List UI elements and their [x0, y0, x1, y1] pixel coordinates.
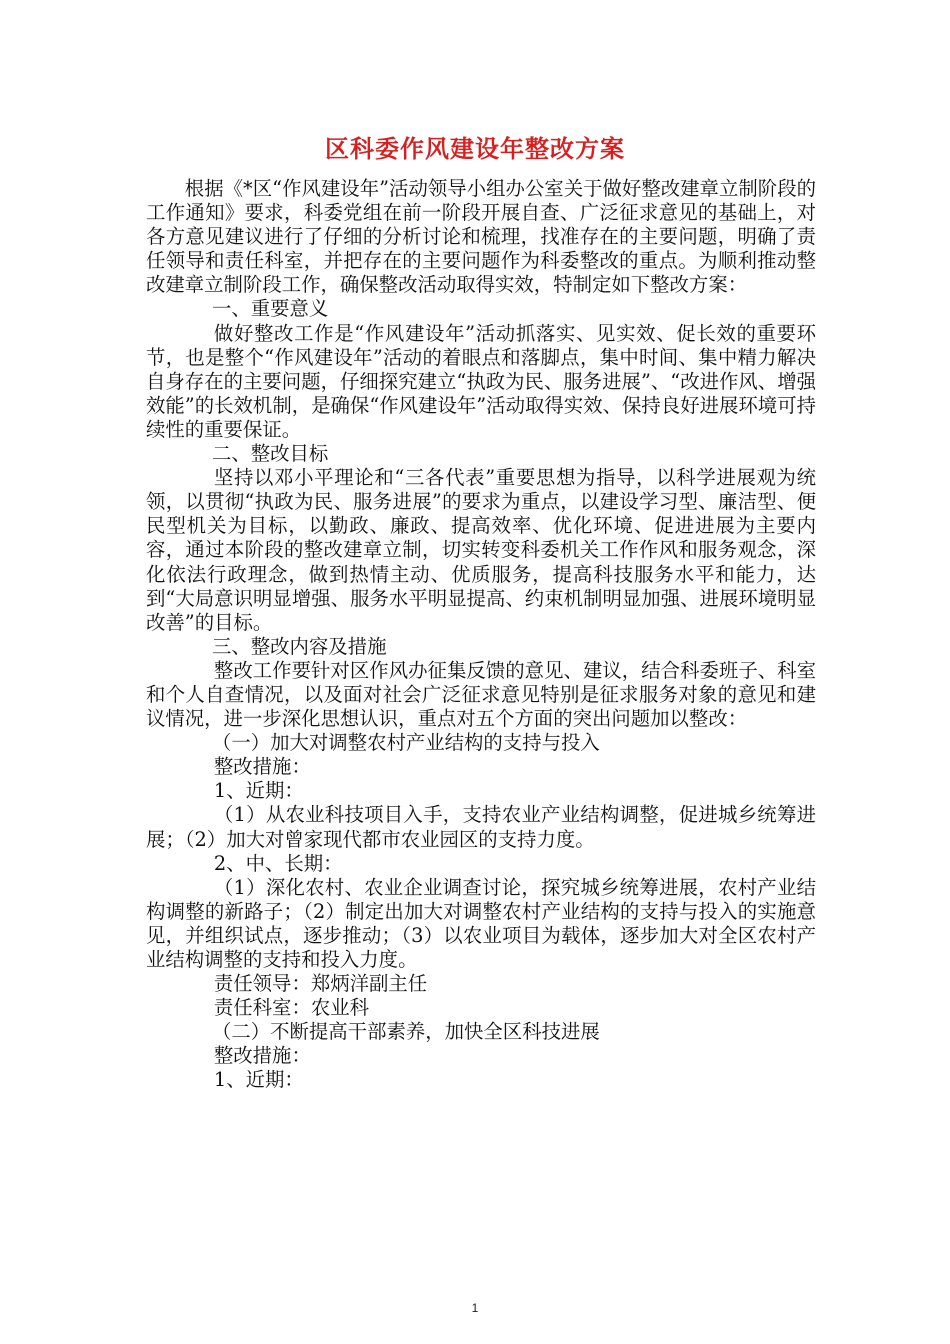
significance-paragraph: 做好整改工作是“作风建设年”活动抓落实、见实效、促长效的重要环节，也是整个“作风建设年”活动的着眼点和落脚点，集中时间、集中精力解决自身存在的主要问题，仔细探究建立“执政为民、服务进展”、“改进作风、增强效能”的长效机制，是确保“作风建设年”活动取得实效、保持良好进展环境可持续性的重要保证。: [146, 321, 816, 441]
page-number: 1: [471, 1301, 479, 1315]
subsection-heading-1: （一）加大对调整农村产业结构的支持与投入: [211, 731, 600, 755]
short-term-label-2: 1、近期：: [213, 1068, 304, 1092]
section-heading-significance: 一、重要意义: [211, 297, 329, 321]
responsible-department: 责任科室：农业科: [213, 996, 370, 1020]
document-title: 区科委作风建设年整改方案: [325, 135, 625, 163]
long-term-paragraph: （1）深化农村、农业企业调查讨论，探究城乡统筹进展，农村产业结构调整的新路子；（2）制定出加大对调整农村产业结构的支持与投入的实施意见，并组织试点，逐步推动；（3）以农业项目为载体，逐步加大对全区农村产业结构调整的支持和投入力度。: [146, 875, 816, 971]
short-term-label: 1、近期：: [213, 779, 304, 803]
subsection-heading-2: （二）不断提高干部素养，加快全区科技进展: [211, 1020, 600, 1044]
responsible-leader: 责任领导：郑炳洋副主任: [213, 972, 428, 996]
measures-label: 整改措施：: [213, 755, 311, 779]
measures-paragraph: 整改工作要针对区作风办征集反馈的意见、建议，结合科委班子、科室和个人自查情况，以及面对社会广泛征求意见特别是征求服务对象的意见和建议情况，进一步深化思想认识，重点对五个方面的突出问题加以整改：: [146, 658, 816, 731]
document-body: [146, 177, 816, 1093]
section-heading-goals: 二、整改目标: [211, 442, 329, 466]
long-term-label: 2、中、长期：: [213, 851, 343, 875]
goals-paragraph: 坚持以邓小平理论和“三各代表”重要思想为指导，以科学进展观为统领，以贯彻“执政为民、服务进展”的要求为重点，以建设学习型、廉洁型、便民型机关为目标，以勤政、廉政、提高效率、优化环境、促进进展为主要内容，通过本阶段的整改建章立制，切实转变科委机关工作作风和服务观念，深化依法行政理念，做到热情主动、优质服务，提高科技服务水平和能力，达到“大局意识明显增强、服务水平明显提高、约束机制明显加强、进展环境明显改善”的目标。: [146, 466, 816, 634]
section-heading-measures: 三、整改内容及措施: [211, 634, 387, 658]
short-term-paragraph: （1）从农业科技项目入手，支持农业产业结构调整，促进城乡统筹进展；（2）加大对曾家现代都市农业园区的支持力度。: [146, 803, 816, 851]
intro-paragraph: 根据《*区“作风建设年”活动领导小组办公室关于做好整改建章立制阶段的工作通知》要求，科委党组在前一阶段开展自查、广泛征求意见的基础上，对各方意见建议进行了仔细的分析讨论和梳理，找准存在的主要问题，明确了责任领导和责任科室，并把存在的主要问题作为科委整改的重点。为顺利推动整改建章立制阶段工作，确保整改活动取得实效，特制定如下整改方案：: [146, 177, 816, 297]
measures-label-2: 整改措施：: [213, 1044, 311, 1068]
